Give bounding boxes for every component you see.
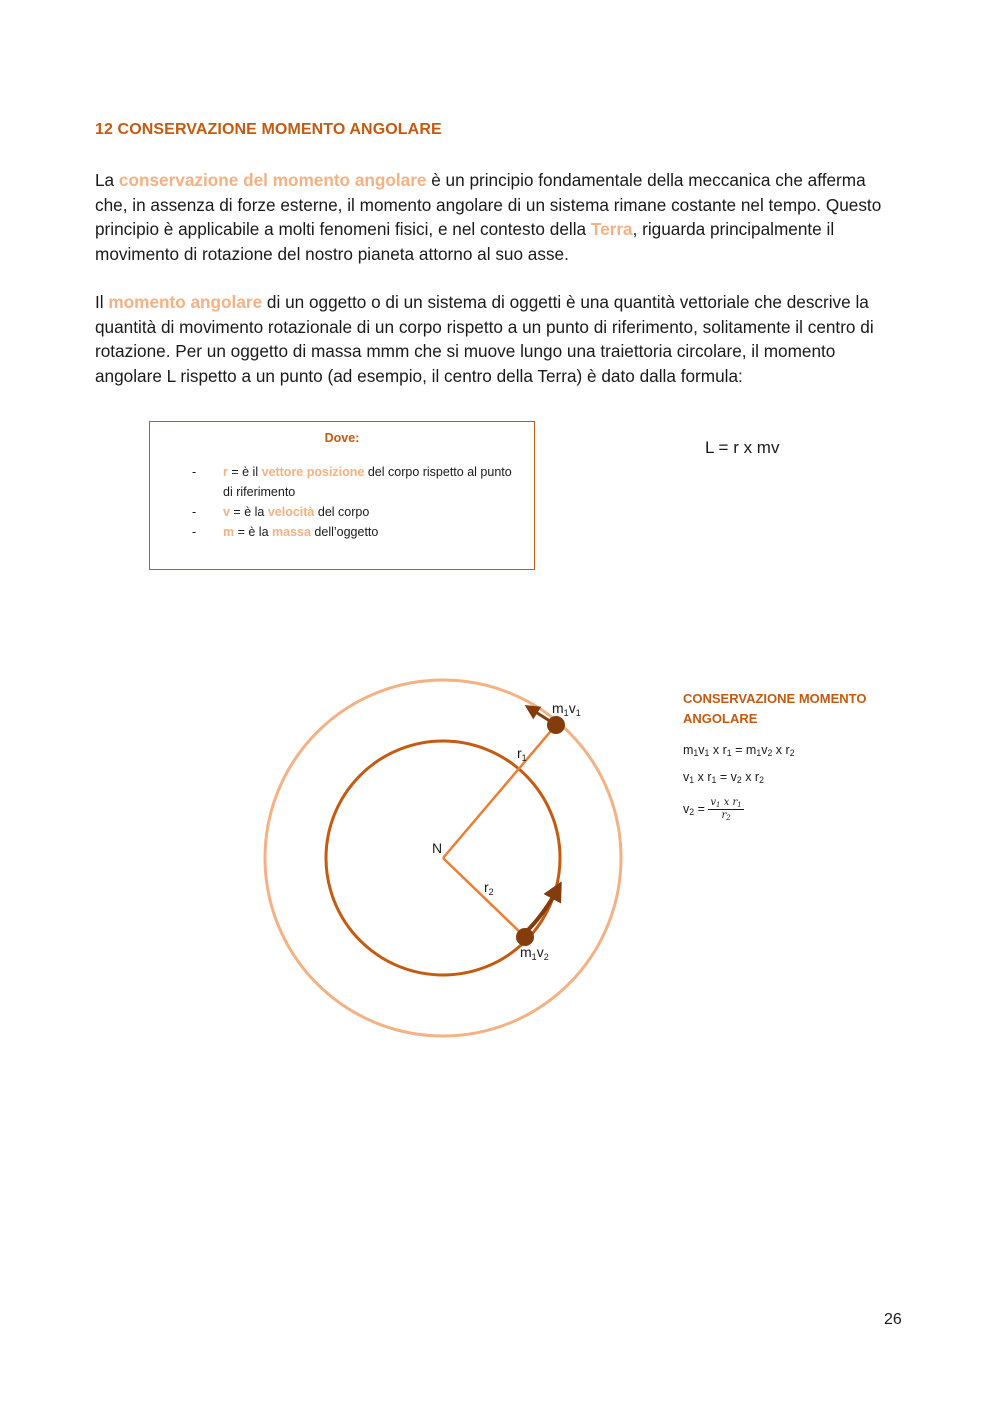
fraction-denominator: $r_2$ [721, 810, 731, 822]
definition-post: del corpo rispetto al punto di riferimento [223, 465, 512, 499]
definition-pre: = è il [227, 465, 262, 479]
velocity-arrow-v2 [526, 890, 557, 932]
para1-text-c: , riguarda principalmente il movimento di rotazione del nostro pianeta attorno al suo asse. [95, 219, 835, 264]
definitions-box-title: Dove: [324, 431, 360, 445]
definition-text [223, 502, 513, 522]
definition-keyword: velocità [267, 505, 315, 519]
para2-text-a: Il [95, 292, 109, 312]
intro-paragraph [95, 168, 900, 266]
r2-label-main: r [484, 879, 489, 895]
r2-label [484, 879, 494, 897]
definition-item-r [150, 462, 534, 502]
definition-item-v [150, 502, 534, 522]
definition-symbol: r [223, 465, 228, 479]
page-number: 26 [884, 1311, 902, 1328]
equation-3-fraction [708, 797, 743, 822]
para1-text-b: è un principio fondamentale della meccanica che afferma che, in assenza di forze esterne, il momento angolare di un sistema rimane costante nel tempo. Questo principio è applicabile a molti fenomeni fisici, e nel contesto della [95, 170, 882, 240]
definition-symbol: m [223, 525, 235, 539]
mass-m1v1 [547, 716, 565, 734]
r2-label-sub: 2 [488, 887, 494, 897]
definition-post: dell’oggetto [310, 525, 379, 539]
para1-text-a: La [95, 170, 119, 190]
equation-3 [683, 797, 883, 822]
definition-text [223, 462, 513, 502]
orbit-diagram [250, 670, 650, 1040]
definition-pre: = è la [229, 505, 268, 519]
radius-r2 [443, 858, 525, 937]
para1-highlight: conservazione del momento angolare [118, 170, 427, 190]
conservation-panel [683, 689, 883, 822]
definition-keyword: vettore posizione [261, 465, 365, 479]
definition-item-m [150, 522, 534, 542]
m1v2-label: $m_1v_2$ [520, 944, 549, 962]
para2-text-b: di un oggetto o di un sistema di oggetti è una quantità vettoriale che descrive la quantità di movimento rotazionale di un corpo rispetto a un punto di riferimento, solitamente il centro di rotazione. Per un oggetto di massa mmm che si muove lungo una traiettoria circolare, il momento angolare L rispetto a un punto (ad esempio, il centro della Terra) è dato dalla formula: [95, 292, 874, 386]
definition-keyword: massa [272, 525, 311, 539]
m1v1-label: $m_1v_1$ [552, 700, 581, 718]
para2-highlight: momento angolare [108, 292, 263, 312]
section-heading: 12 CONSERVAZIONE MOMENTO ANGOLARE [95, 121, 442, 138]
definitions-box [149, 421, 535, 570]
definition-pre: = è la [234, 525, 272, 539]
para1-highlight-terra: Terra [590, 219, 633, 240]
conservation-title: CONSERVAZIONE MOMENTO ANGOLARE [683, 691, 867, 726]
list-dash: - [192, 505, 197, 519]
list-dash: - [192, 465, 197, 479]
r1-label [517, 745, 527, 763]
list-dash: - [192, 525, 197, 539]
fraction-numerator: $v_1$ x $r_1$ [710, 797, 742, 809]
center-label-n: N [432, 840, 443, 856]
equation-1: $m_1v_1$ x $r_1 = m_1v_2$ x $r_2$ [683, 743, 795, 758]
definitions-list [150, 462, 534, 542]
definition-paragraph [95, 290, 900, 388]
equation-3-lhs: $v_2$ = [683, 801, 705, 817]
angular-momentum-formula: L = r x mv [705, 438, 780, 457]
r1-label-sub: 1 [521, 753, 527, 763]
definition-text [223, 522, 513, 542]
definition-post: del corpo [314, 505, 370, 519]
equation-2: $v_1$ x $r_1 = v_2$ x $r_2$ [683, 770, 764, 785]
r1-label-main: r [517, 745, 522, 761]
definition-symbol: v [223, 505, 230, 519]
